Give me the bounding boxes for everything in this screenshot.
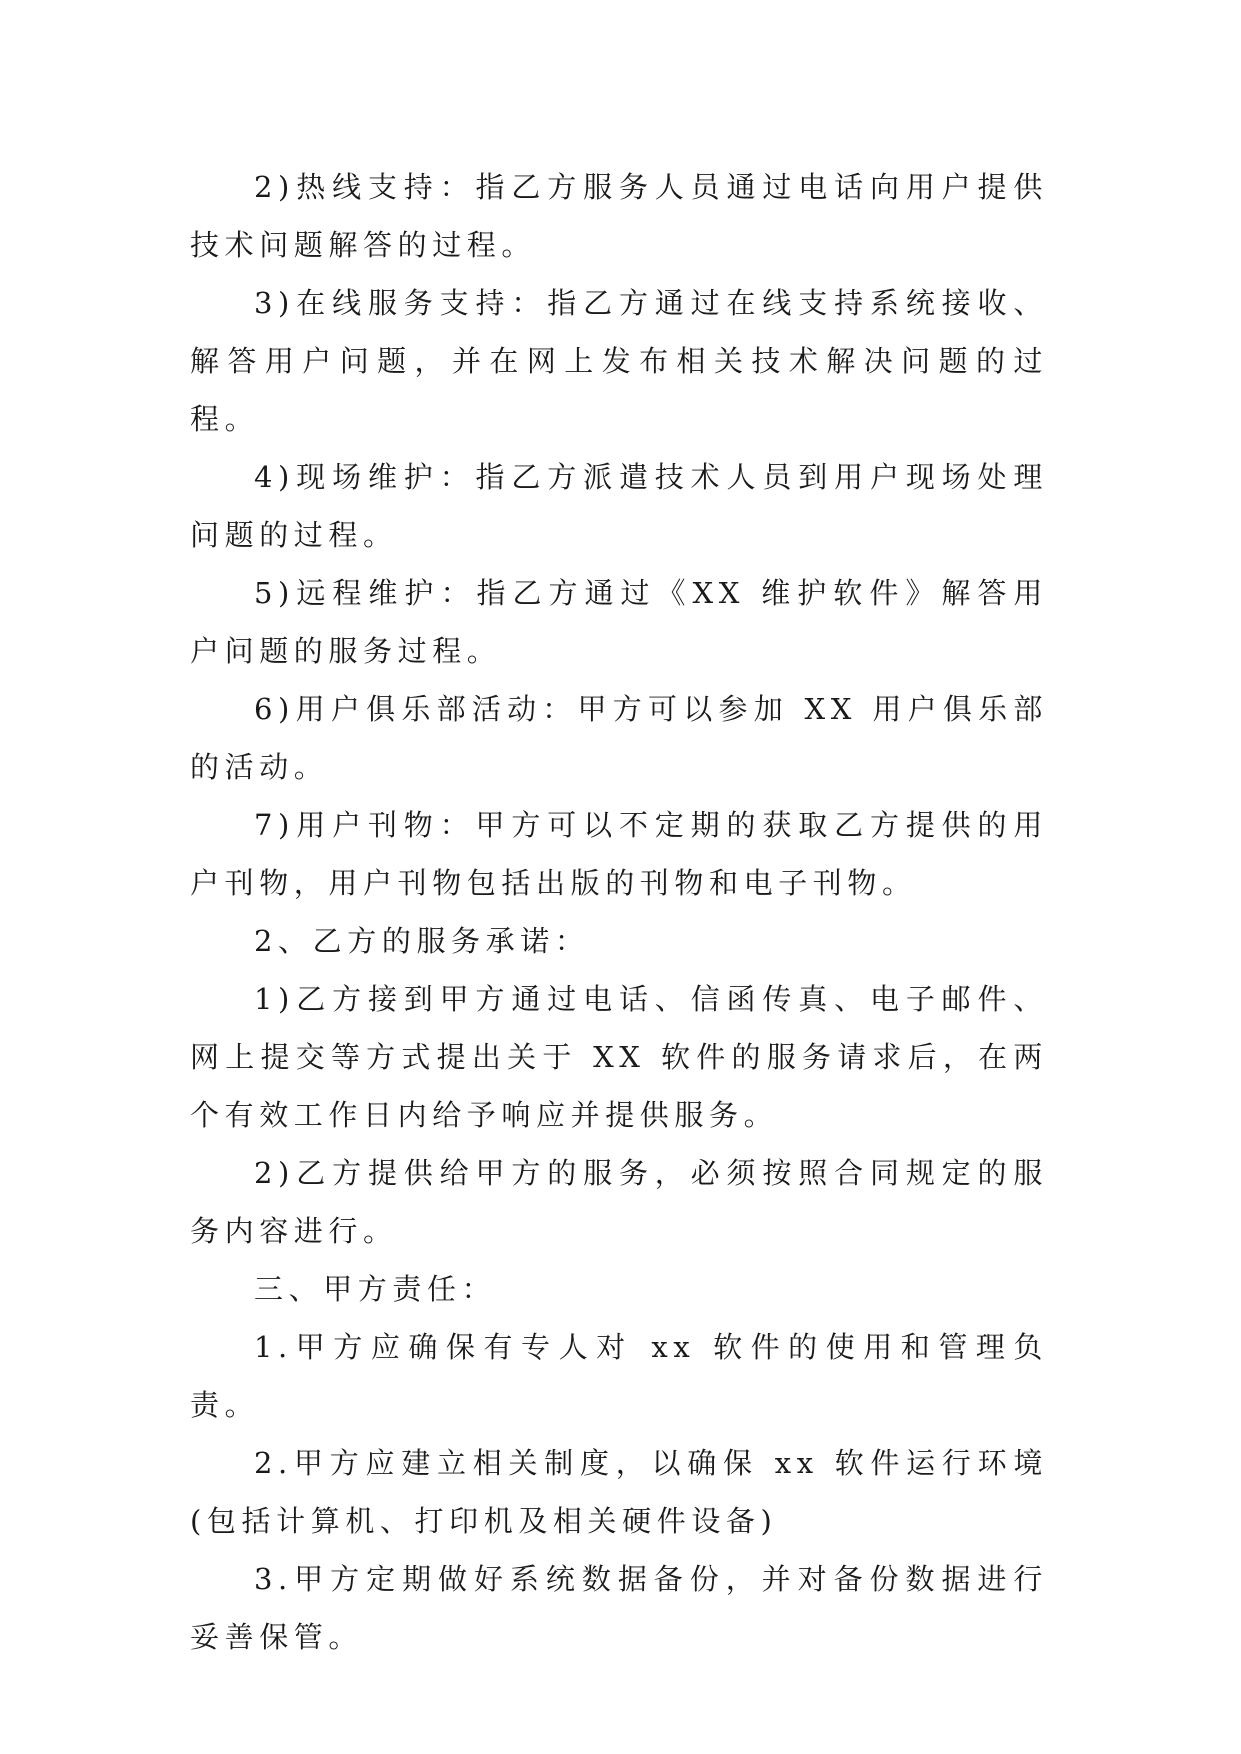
paragraph-user-publications: 7)用户刊物：甲方可以不定期的获取乙方提供的用户刊物，用户刊物包括出版的刊物和电子刊物。 [190, 808, 1048, 900]
paragraph-contract-scope: 2)乙方提供给甲方的服务，必须按照合同规定的服务内容进行。 [190, 1156, 1048, 1248]
paragraph-operating-environment: 2.甲方应建立相关制度，以确保 xx 软件运行环境(包括计算机、打印机及相关硬件设备) [190, 1446, 1048, 1538]
paragraph-user-club: 6)用户俱乐部活动：甲方可以参加 XX 用户俱乐部的活动。 [190, 692, 1048, 784]
paragraph-dedicated-person: 1.甲方应确保有专人对 xx 软件的使用和管理负责。 [190, 1330, 1048, 1422]
paragraph-hotline-support: 2)热线支持：指乙方服务人员通过电话向用户提供技术问题解答的过程。 [190, 170, 1048, 262]
document-body [190, 158, 1048, 1666]
paragraph-response-commitment: 1)乙方接到甲方通过电话、信函传真、电子邮件、网上提交等方式提出关于 XX 软件的服务请求后，在两个有效工作日内给予响应并提供服务。 [190, 982, 1048, 1132]
heading-service-commitment: 2、乙方的服务承诺： [254, 924, 590, 958]
paragraph-onsite-maintenance: 4)现场维护：指乙方派遣技术人员到用户现场处理问题的过程。 [190, 460, 1048, 552]
heading-party-a-responsibility: 三、甲方责任： [254, 1272, 497, 1306]
paragraph-data-backup: 3.甲方定期做好系统数据备份，并对备份数据进行妥善保管。 [190, 1562, 1048, 1654]
paragraph-online-support: 3)在线服务支持：指乙方通过在线支持系统接收、解答用户问题，并在网上发布相关技术解决问题的过程。 [190, 286, 1048, 436]
paragraph-remote-maintenance: 5)远程维护：指乙方通过《XX 维护软件》解答用户问题的服务过程。 [190, 576, 1048, 668]
